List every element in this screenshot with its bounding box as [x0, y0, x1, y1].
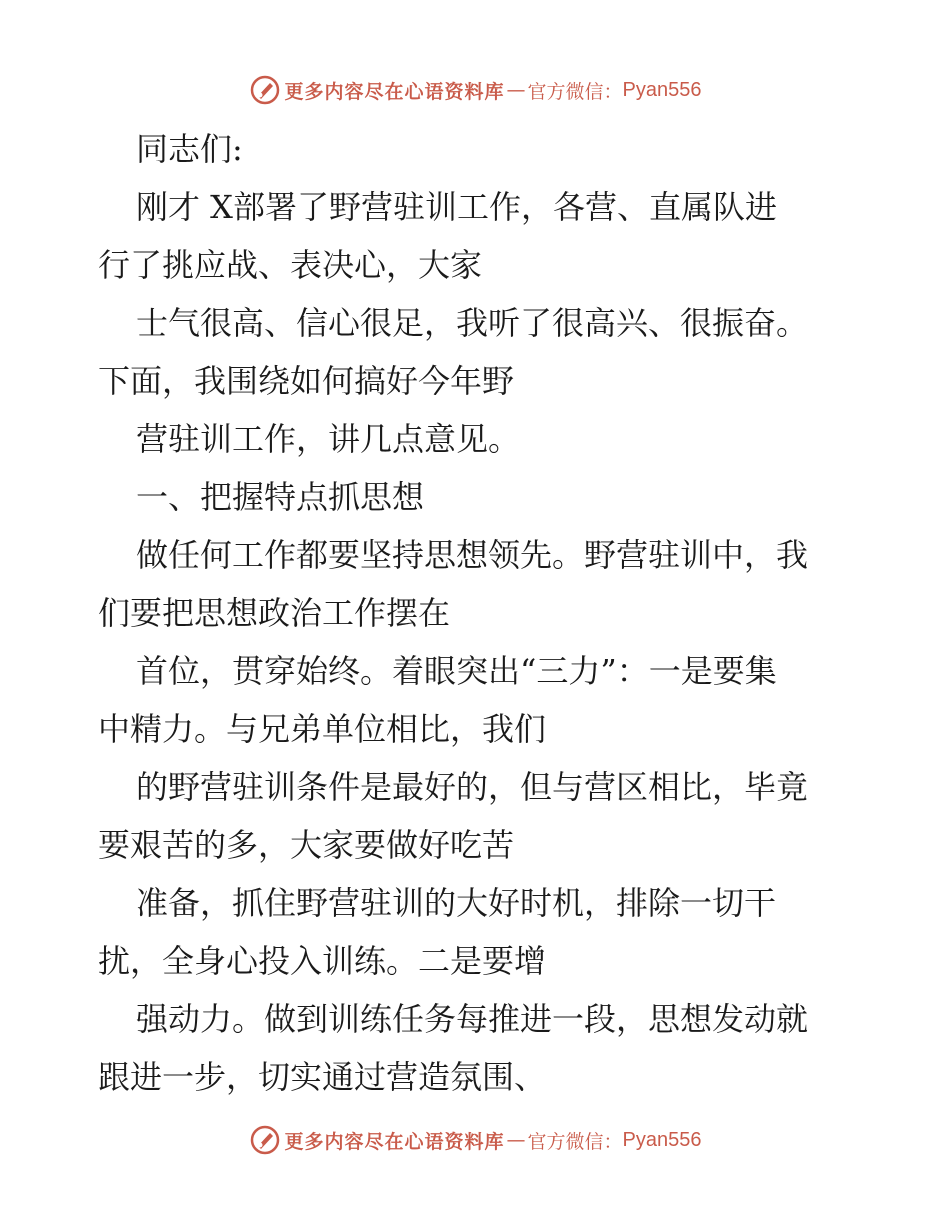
footer-brand-text: 更多内容尽在心语资料库 [284, 1130, 505, 1153]
header-wechat-id: Pyan556 [622, 78, 702, 101]
paragraph-line: 行了挑应战、表决心，大家 [98, 246, 483, 284]
paragraph-line: 们要把思想政治工作摆在 [98, 594, 451, 632]
paragraph-line: 刚才 X部署了野营驻训工作，各营、直属队进 [136, 188, 777, 226]
paragraph-line: 的野营驻训条件是最好的，但与营区相比，毕竟 [136, 768, 809, 806]
header-separator: — [506, 79, 526, 101]
brand-logo-icon [249, 74, 281, 106]
brand-logo-icon [249, 1124, 281, 1156]
footer-separator: — [506, 1129, 526, 1151]
section-heading: 一、把握特点抓思想 [136, 478, 425, 516]
paragraph-line: 跟进一步，切实通过营造氛围、 [98, 1058, 547, 1096]
header-brand-text: 更多内容尽在心语资料库 [284, 80, 505, 103]
paragraph-line: 要艰苦的多，大家要做好吃苦 [98, 826, 515, 864]
paragraph-line: 准备，抓住野营驻训的大好时机，排除一切干 [136, 884, 777, 922]
header-wechat-label: 官方微信： [527, 80, 623, 103]
footer-banner [0, 1120, 950, 1160]
footer-wechat-id: Pyan556 [622, 1128, 702, 1151]
paragraph-line: 做任何工作都要坚持思想领先。野营驻训中，我 [136, 536, 809, 574]
paragraph-line: 中精力。与兄弟单位相比，我们 [98, 710, 547, 748]
footer-wechat-label: 官方微信： [527, 1130, 623, 1153]
paragraph-line: 首位，贯穿始终。着眼突出“三力”：一是要集 [136, 652, 777, 690]
paragraph-line: 下面，我围绕如何搞好今年野 [98, 362, 515, 400]
paragraph-line: 士气很高、信心很足，我听了很高兴、很振奋。 [136, 304, 809, 342]
document-body [98, 120, 858, 1106]
paragraph-line: 强动力。做到训练任务每推进一段，思想发动就 [136, 1000, 809, 1038]
header-banner [0, 70, 950, 110]
salutation: 同志们: [136, 130, 243, 168]
paragraph-line: 营驻训工作，讲几点意见。 [136, 420, 521, 458]
paragraph-line: 扰，全身心投入训练。二是要增 [98, 942, 547, 980]
